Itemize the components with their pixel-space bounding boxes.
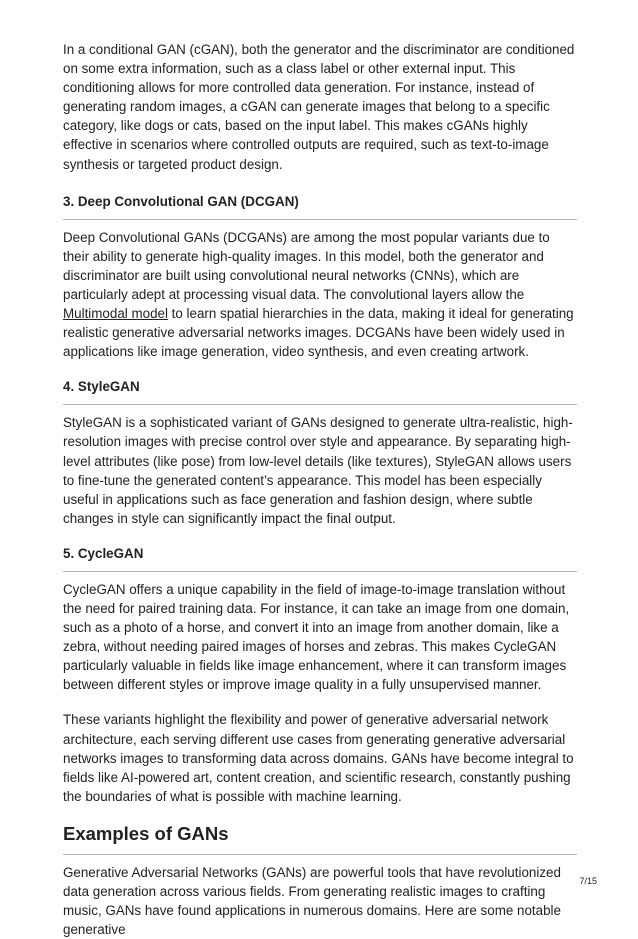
document-page bbox=[63, 40, 577, 939]
examples-heading: Examples of GANs bbox=[63, 822, 577, 855]
cyclegan-paragraph: CycleGAN offers a unique capability in the field of image-to-image translation without the need for paired training data. For instance, it can take an image from one domain, such as a photo of a horse, and convert it into an image from another domain, like a zebra, without needing paired images of horses and zebras. This makes CycleGAN particularly valuable in fields like image enhancement, where it can transform images between different styles or improve image quality in a fully unsupervised manner. bbox=[63, 581, 570, 693]
cyclegan-heading: 5. CycleGAN bbox=[63, 544, 577, 572]
section-stylegan bbox=[63, 377, 577, 528]
dcgan-text-before-link: Deep Convolutional GANs (DCGANs) are among the most popular variants due to their ability to generate high-quality images. In this model, both the generator and discriminator are built using convolutional neural networks (CNNs), which are particularly adept at processing visual data. The convolutional layers allow the bbox=[63, 229, 550, 302]
variants-summary-paragraph: These variants highlight the flexibility and power of generative adversarial network architecture, each serving different use cases from generating generative adversarial networks images to transforming data across domains. GANs have become integral to fields like AI-powered art, content creation, and scientific research, constantly pushing the boundaries of what is possible with machine learning. bbox=[63, 712, 574, 804]
stylegan-heading: 4. StyleGAN bbox=[63, 377, 577, 405]
dcgan-heading: 3. Deep Convolutional GAN (DCGAN) bbox=[63, 192, 577, 220]
section-dcgan bbox=[63, 192, 577, 362]
stylegan-paragraph: StyleGAN is a sophisticated variant of GANs designed to generate ultra-realistic, high-resolution images with precise control over style and appearance. By separating high-level attributes (like pose) from low-level details (like textures), StyleGAN allows users to fine-tune the generated content’s appearance. This model has been especially useful in applications such as face generation and fashion design, where subtle changes in style can significantly impact the final output. bbox=[63, 415, 573, 526]
cgan-paragraph: In a conditional GAN (cGAN), both the generator and the discriminator are conditioned on some extra information, such as a class label or other external input. This conditioning allows for more controlled data generation. For instance, instead of generating random images, a cGAN can generate images that belong to a specific category, like dogs or cats, based on the input label. This makes cGANs highly effective in scenarios where controlled outputs are required, such as text-to-image synthesis or targeted product design. bbox=[63, 42, 575, 172]
section-examples bbox=[63, 822, 577, 939]
section-cyclegan bbox=[63, 544, 577, 695]
page-number: 7/15 bbox=[579, 876, 597, 886]
dcgan-paragraph bbox=[63, 228, 577, 362]
multimodal-model-link[interactable]: Multimodal model bbox=[63, 306, 168, 322]
dcgan-text-after-link: to learn spatial hierarchies in the data, making it ideal for generating realistic generative adversarial networks images. DCGANs have been widely used in applications like image generation, video synthesis, and even creating artwork. bbox=[63, 306, 574, 360]
examples-paragraph: Generative Adversarial Networks (GANs) are powerful tools that have revolutionized data generation across various fields. From generating realistic images to crafting music, GANs have found applications in numerous domains. Here are some notable generative bbox=[63, 864, 561, 938]
